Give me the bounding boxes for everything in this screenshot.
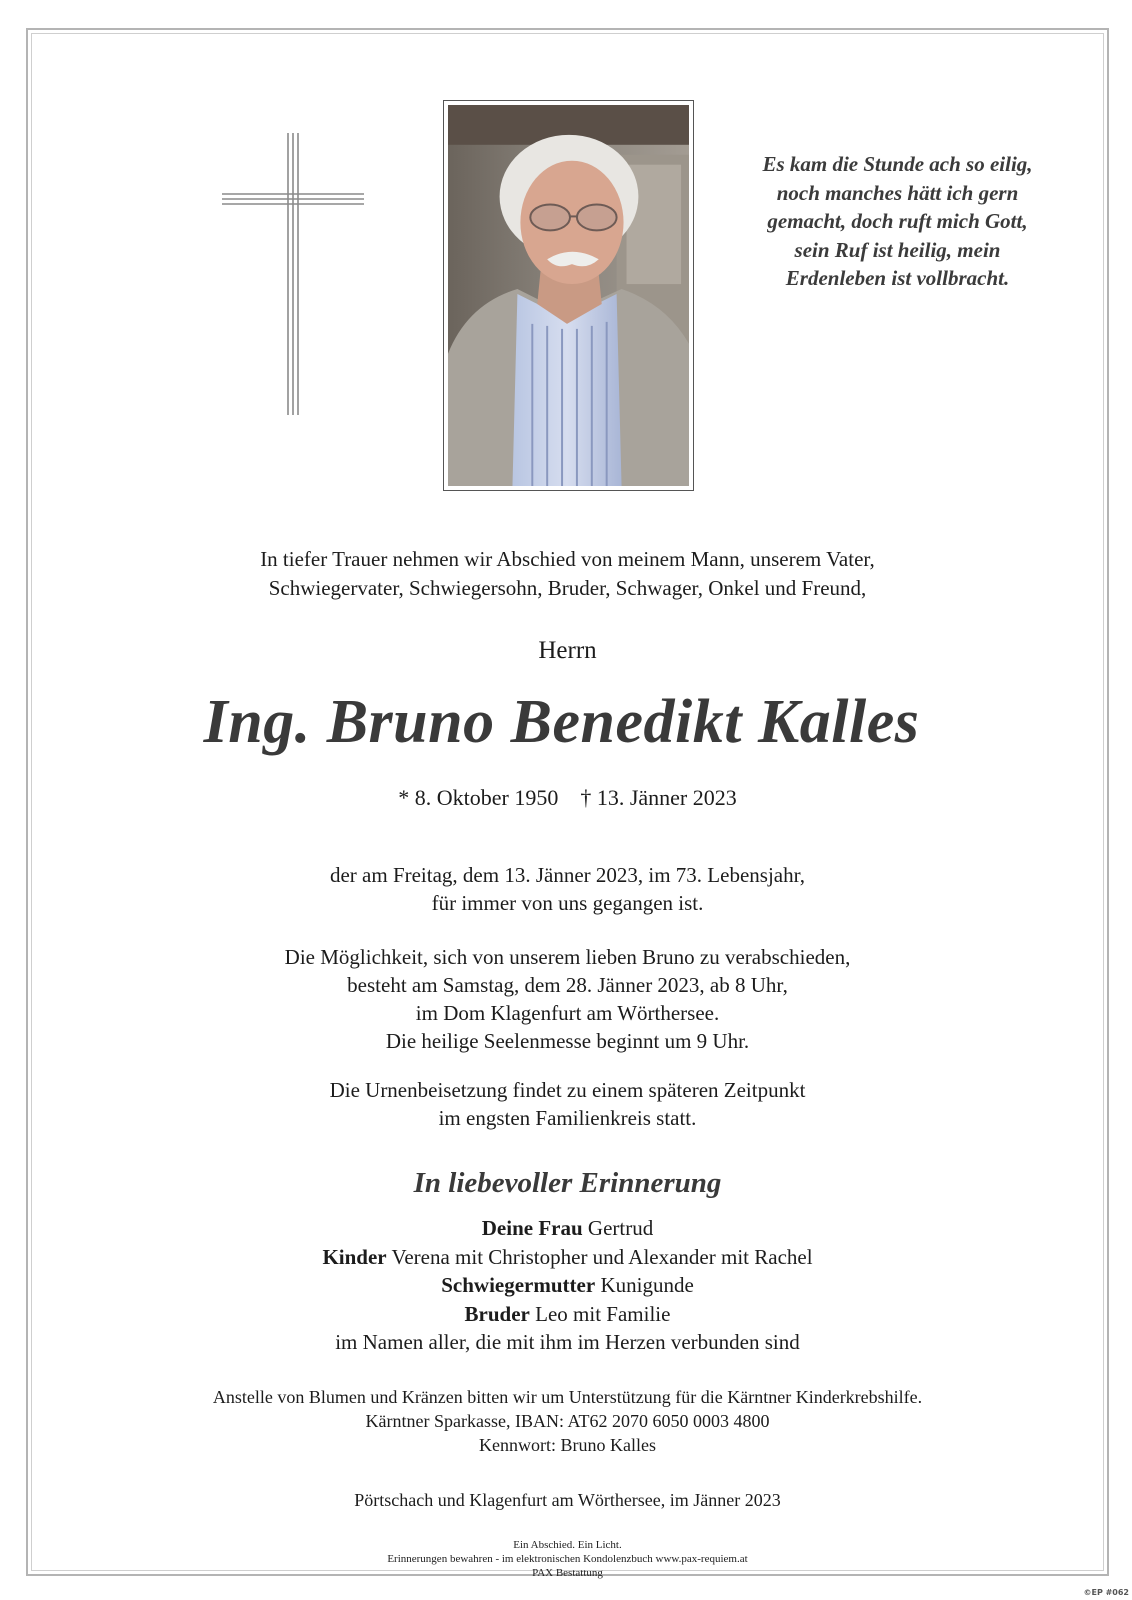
paragraph-line: besteht am Samstag, dem 28. Jänner 2023, ab 8 Uhr, bbox=[347, 973, 788, 997]
intro-line: In tiefer Trauer nehmen wir Abschied von meinem Mann, unserem Vater, bbox=[260, 547, 875, 571]
family-names: Leo mit Familie bbox=[535, 1301, 671, 1326]
paragraph-line: Die Möglichkeit, sich von unserem lieben Bruno zu verabschieden, bbox=[284, 945, 851, 969]
donation-line: Kärntner Sparkasse, IBAN: AT62 2070 6050 0003 4800 bbox=[365, 1411, 770, 1431]
paragraph-line: im Dom Klagenfurt am Wörthersee. bbox=[415, 1001, 720, 1025]
life-dates bbox=[31, 784, 1104, 812]
family-names: Gertrud bbox=[587, 1216, 654, 1240]
paragraph-line: im engsten Familienkreis statt. bbox=[438, 1106, 697, 1130]
poem-line: Es kam die Stunde ach so eilig, bbox=[762, 152, 1033, 176]
farewell-paragraph bbox=[31, 943, 1104, 1055]
cross-icon bbox=[222, 133, 364, 415]
footer bbox=[31, 1538, 1104, 1580]
print-stamp: ©EP #062 bbox=[1083, 1588, 1129, 1597]
place-date: Pörtschach und Klagenfurt am Wörthersee, im Jänner 2023 bbox=[354, 1490, 781, 1510]
paragraph-line: Die Urnenbeisetzung findet zu einem späteren Zeitpunkt bbox=[329, 1078, 806, 1102]
family-role: Kinder bbox=[322, 1244, 387, 1269]
footer-line: PAX Bestattung bbox=[532, 1567, 603, 1579]
family-member bbox=[31, 1214, 1104, 1243]
paragraph-line: für immer von uns gegangen ist. bbox=[431, 891, 704, 915]
family-names: Verena mit Christopher und Alexander mit Rachel bbox=[391, 1244, 813, 1269]
family-role: Bruder bbox=[464, 1301, 530, 1326]
donation-line: Kennwort: Bruno Kalles bbox=[479, 1435, 656, 1455]
burial-paragraph bbox=[31, 1076, 1104, 1132]
passing-paragraph bbox=[31, 861, 1104, 917]
donation-line: Anstelle von Blumen und Kränzen bitten wir um Unterstützung für die Kärntner Kinderkrebshilfe. bbox=[212, 1387, 923, 1407]
intro-line: Schwiegervater, Schwiegersohn, Bruder, Schwager, Onkel und Freund, bbox=[268, 576, 867, 600]
poem-line: Erdenleben ist vollbracht. bbox=[785, 266, 1010, 290]
family-closing: im Namen aller, die mit ihm im Herzen verbunden sind bbox=[335, 1330, 800, 1354]
donation-notice bbox=[31, 1385, 1104, 1457]
family-list bbox=[31, 1214, 1104, 1357]
family-names: Kunigunde bbox=[600, 1273, 694, 1297]
memory-heading: In liebevoller Erinnerung bbox=[413, 1167, 722, 1199]
poem-line: noch manches hätt ich gern bbox=[776, 180, 1019, 205]
footer-link-line[interactable]: Erinnerungen bewahren - im elektronischen Kondolenzbuch www.pax-requiem.at bbox=[387, 1553, 748, 1565]
birth-date: * 8. Oktober 1950 bbox=[398, 785, 559, 810]
portrait-image bbox=[448, 105, 689, 486]
poem-line: sein Ruf ist heilig, mein bbox=[794, 237, 1001, 262]
portrait-photo bbox=[443, 100, 694, 491]
paragraph-line: der am Freitag, dem 13. Jänner 2023, im 73. Lebensjahr, bbox=[329, 863, 806, 887]
footer-line: Ein Abschied. Ein Licht. bbox=[513, 1539, 622, 1551]
death-date: † 13. Jänner 2023 bbox=[580, 785, 737, 810]
intro-text bbox=[31, 545, 1104, 603]
paragraph-line: Die heilige Seelenmesse beginnt um 9 Uhr. bbox=[385, 1029, 750, 1053]
family-member bbox=[31, 1271, 1104, 1300]
deceased-name: Ing. Bruno Benedikt Kalles bbox=[203, 688, 920, 756]
salutation: Herrn bbox=[538, 637, 597, 664]
family-role: Schwiegermutter bbox=[441, 1273, 596, 1297]
poem bbox=[700, 150, 1095, 293]
family-member bbox=[31, 1243, 1104, 1272]
poem-line: gemacht, doch ruft mich Gott, bbox=[767, 209, 1028, 233]
family-member bbox=[31, 1300, 1104, 1329]
family-role: Deine Frau bbox=[481, 1216, 583, 1240]
